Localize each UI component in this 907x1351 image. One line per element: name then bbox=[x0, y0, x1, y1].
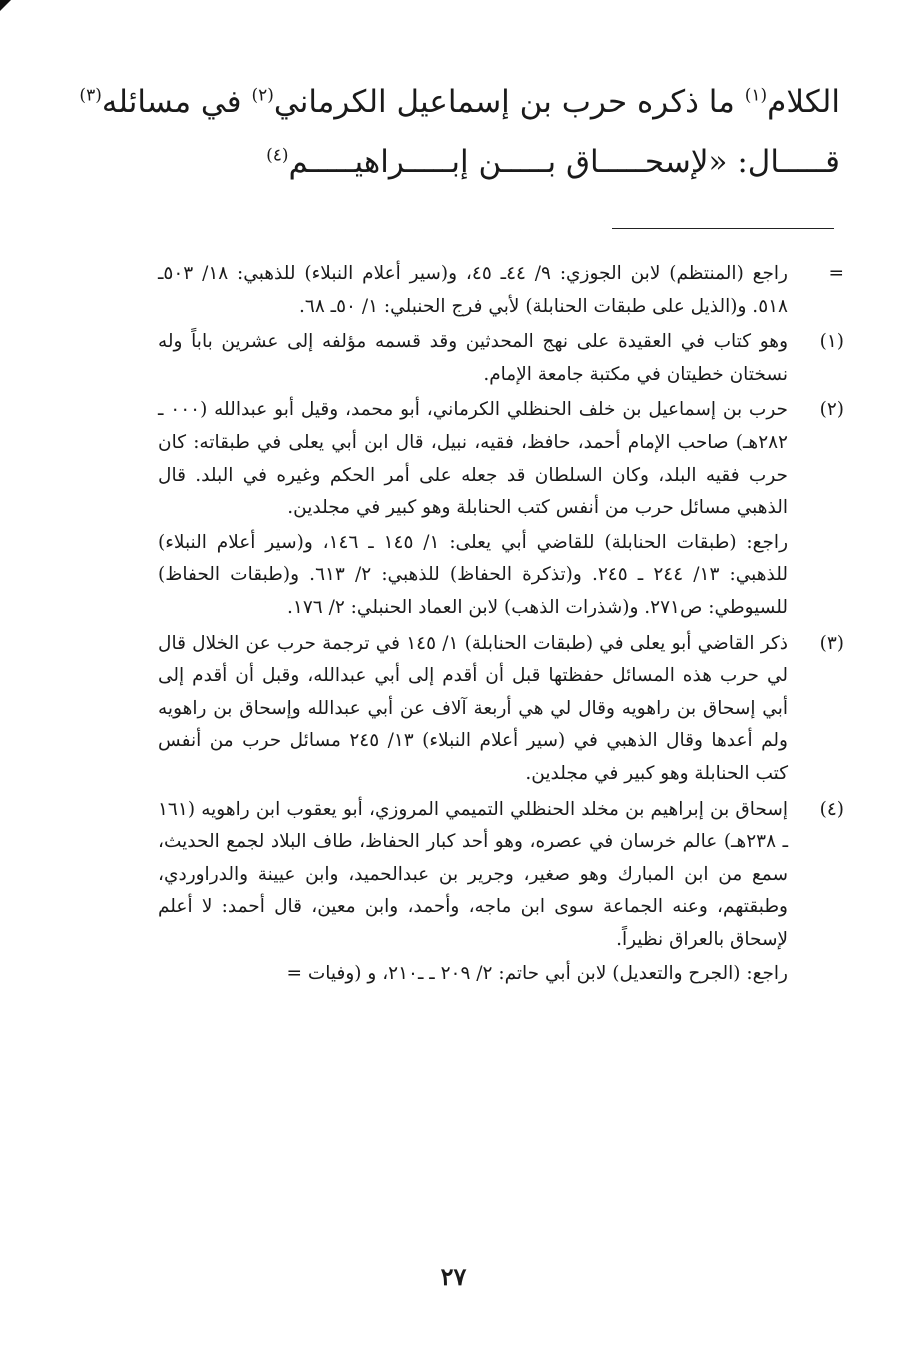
footnote-3 bbox=[158, 628, 848, 791]
footnote-2 bbox=[158, 394, 848, 624]
footnote-ref-2: (٢) bbox=[251, 85, 274, 106]
main-line-1-part-c: في مسائله bbox=[101, 84, 252, 120]
footnote-marker: = bbox=[828, 263, 844, 284]
main-line-2-text: قـــــال: «لإسحـــــاق بـــــن إبـــــراهيـــــم bbox=[288, 144, 840, 180]
footnote-separator bbox=[612, 228, 834, 229]
main-line-2 bbox=[150, 132, 840, 192]
corner-crop-mark bbox=[0, 0, 11, 11]
footnote-paragraph: راجع: (الجرح والتعديل) لابن أبي حاتم: ٢/ ٢٠٩ ـ ـ٢١٠، و (وفيات = bbox=[286, 963, 788, 985]
footnote-paragraph: إسحاق بن إبراهيم بن مخلد الحنظلي التميمي المروزي، أبو يعقوب ابن راهويه (١٦١ ـ ٢٣٨هـ) عالم خرسان في عصره، وهو أحد كبار الحفاظ، طاف البلاد لجمع الحديث، سمع من ابن المبارك وهو صغير، وجرير بن عبدالحميد، وابن عيينة والدراوردي، وطبقتهم، وعنه الجماعة سوى ابن ماجه، وأحمد، وابن معين، قال أحمد: لا أعلم لإسحاق بالعراق نظيراً. bbox=[158, 798, 788, 950]
main-text bbox=[79, 72, 840, 192]
main-line-1-part-b: ما ذكره حرب بن إسماعيل الكرماني bbox=[273, 84, 745, 120]
footnote-marker: (١) bbox=[819, 331, 844, 353]
footnotes bbox=[158, 258, 848, 994]
footnote-paragraph: ذكر القاضي أبو يعلى في (طبقات الحنابلة) ١/ ١٤٥ في ترجمة حرب عن الخلال قال لي حرب هذه المسائل حفظتها قبل أن أقدم إلى أبي عبدالله، وقبل أن أقدم إلى أبي إسحاق بن راهويه وقال لي هي أربعة آلاف عن أبي عبدالله وإسحاق بن راهويه ولم أعدها وقال الذهبي في (سير أعلام النبلاء) ١٣/ ٢٤٥ مسائل حرب من أنفس كتب الحنابلة وهو كبير في مجلدين. bbox=[158, 632, 788, 784]
footnote-ref-3: (٣) bbox=[79, 85, 102, 106]
page-number: ٢٧ bbox=[440, 1262, 467, 1291]
footnote-paragraph: راجع (المنتظم) لابن الجوزي: ٩/ ٤٤ـ ٤٥، و(سير أعلام النبلاء) للذهبي: ١٨/ ٥٠٣ـ ٥١٨. و(الذيل على طبقات الحنابلة) لأبي فرج الحنبلي: ١/ ٥٠ـ ٦٨. bbox=[158, 263, 788, 317]
footnote-marker: (٤) bbox=[819, 798, 844, 820]
footnote-1 bbox=[158, 326, 848, 391]
footnote-marker: (٣) bbox=[819, 632, 844, 654]
footnote-ref-4: (٤) bbox=[266, 145, 289, 166]
footnote-paragraph: حرب بن إسماعيل بن خلف الحنظلي الكرماني، أبو محمد، وقيل أبو عبدالله (٠٠٠ ـ ٢٨٢هـ) صاحب الإمام أحمد، حافظ، فقيه، نبيل، قال ابن أبي يعلى في طبقاته: كان حرب فقيه البلد، وكان السلطان قد جعله على أمر الحكم وغيره في البلد. قال الذهبي مسائل حرب من أنفس كتب الحنابلة وهو كبير في مجلدين. bbox=[158, 399, 788, 519]
footnote-paragraph: وهو كتاب في العقيدة على نهج المحدثين وقد قسمه مؤلفه إلى عشرين باباً وله نسختان خطيتان في مكتبة جامعة الإمام. bbox=[158, 331, 788, 385]
footnote-continuation bbox=[158, 258, 848, 323]
main-line-1 bbox=[79, 72, 840, 132]
footnote-paragraph: راجع: (طبقات الحنابلة) للقاضي أبي يعلى: ١/ ١٤٥ ـ ١٤٦، و(سير أعلام النبلاء) للذهبي: ١٣/ ٢٤٤ ـ ٢٤٥. و(تذكرة الحفاظ) للذهبي: ٢/ ٦١٣. و(طبقات الحفاظ) للسيوطي: ص٢٧١. و(شذرات الذهب) لابن العماد الحنبلي: ٢/ ١٧٦. bbox=[158, 531, 788, 618]
footnote-ref-1: (١) bbox=[744, 85, 768, 106]
footnote-4 bbox=[158, 794, 848, 992]
footnote-marker: (٢) bbox=[819, 399, 844, 421]
main-line-1-part-a: الكلام bbox=[767, 84, 840, 120]
